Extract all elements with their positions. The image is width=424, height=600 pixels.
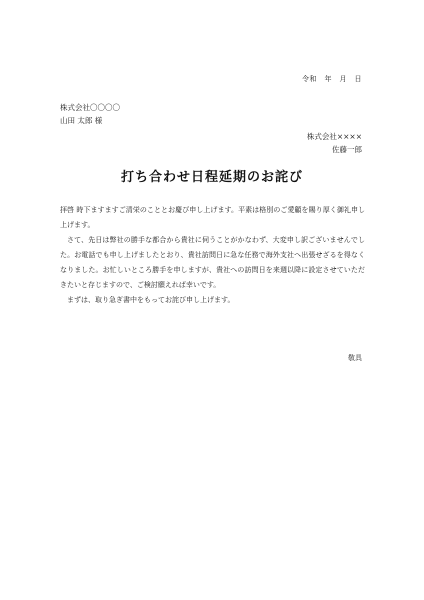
recipient-block bbox=[60, 101, 120, 127]
paragraph-apology: さて、先日は弊社の勝手な都合から貴社に伺うことがかなわず、大変申し訳ございませんでした。お電話でも申し上げましたとおり、貴社訪問日に急な任務で海外支社へ出張せざるを得なくなりました。お忙しいところ勝手を申しますが、貴社への訪問日を来週以降に設定させていただきたいと存じますので、ご検討願えれば幸いです。 bbox=[60, 236, 365, 289]
recipient-company: 株式会社〇〇〇〇 bbox=[60, 103, 120, 112]
sender-company: 株式会社×××× bbox=[306, 132, 362, 141]
paragraph-greeting: 拝啓 時下ますますご清栄のこととお慶び申し上げます。平素は格別のご愛顧を賜り厚く御礼申し上げます。 bbox=[60, 206, 365, 229]
letter-date: 令和 年 月 日 bbox=[302, 75, 362, 83]
letter-body bbox=[60, 203, 365, 308]
paragraph-conclusion: まずは、取り急ぎ書中をもってお詫び申し上げます。 bbox=[67, 296, 235, 304]
sender-block bbox=[307, 130, 362, 156]
recipient-name: 山田 太郎 様 bbox=[60, 116, 103, 125]
letter-title: 打ち合わせ日程延期のお詫び bbox=[120, 170, 303, 185]
letter-closing: 敬具 bbox=[348, 354, 362, 362]
sender-name: 佐藤一郎 bbox=[332, 145, 362, 154]
